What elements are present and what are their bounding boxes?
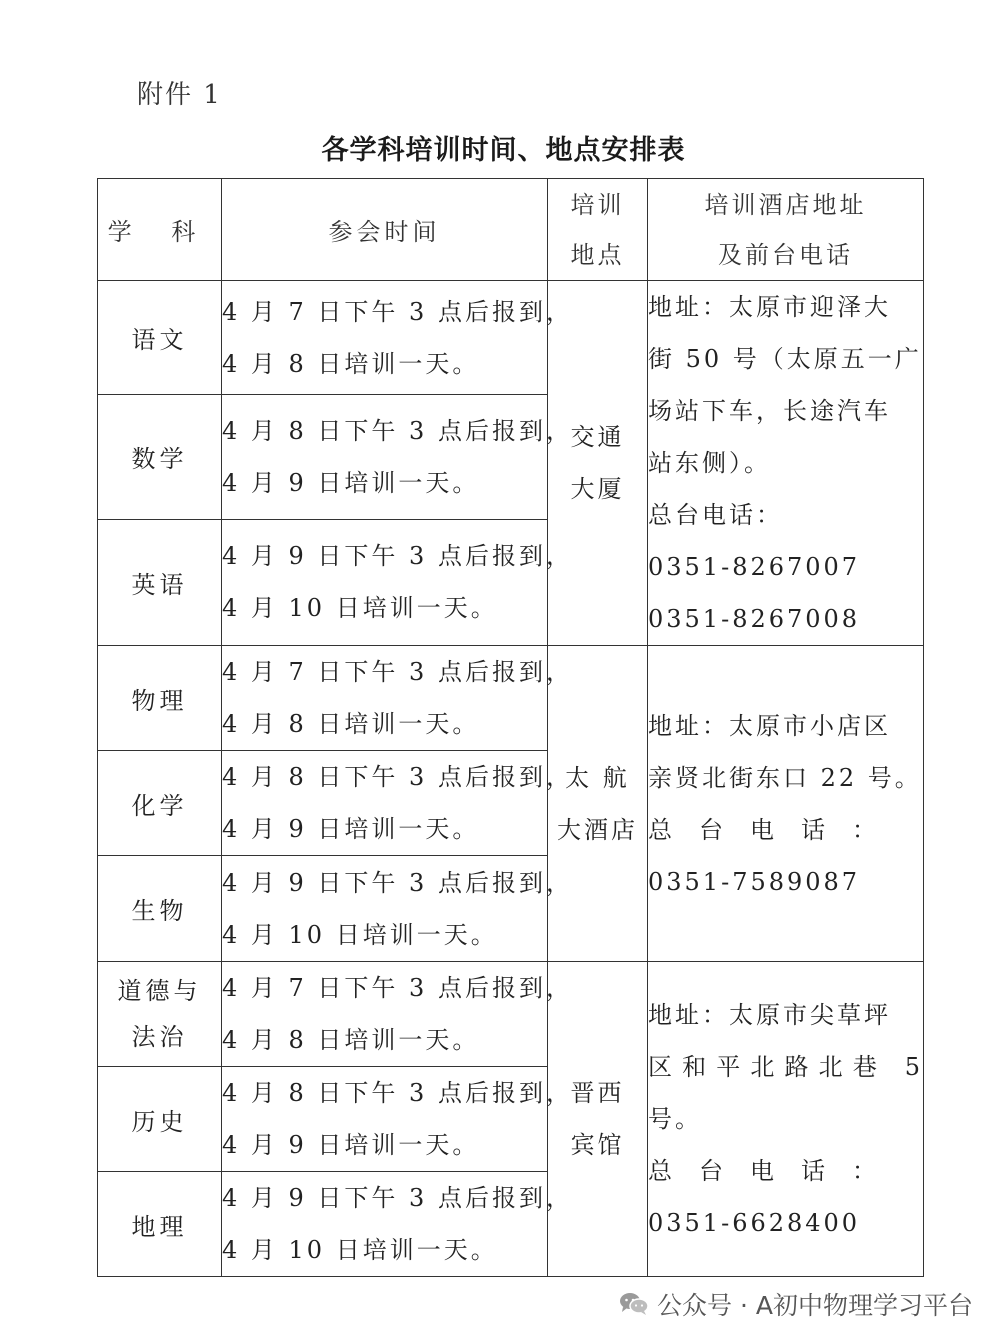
time-line: 4 月 8 日培训一天。	[222, 349, 480, 378]
time-cell	[222, 281, 573, 395]
time-line: 4 月 8 日下午 3 点后报到，	[222, 763, 573, 791]
time-cell	[222, 395, 573, 519]
phone-number: 0351-8267007	[648, 553, 861, 581]
time-line: 4 月 9 日培训一天。	[222, 1131, 480, 1159]
subject-cell: 英语	[98, 519, 222, 645]
subject-cell: 地理	[98, 1172, 222, 1277]
header-address	[648, 179, 924, 281]
header-venue	[548, 179, 648, 281]
address-line: 地址：太原市迎泽大	[648, 293, 891, 321]
header-venue-line1: 培训	[570, 190, 625, 219]
wechat-watermark	[619, 1286, 973, 1322]
address-cell	[648, 646, 924, 962]
time-cell	[222, 1172, 573, 1277]
time-line: 4 月 7 日下午 3 点后报到，	[222, 297, 573, 326]
header-address-line1: 培训酒店地址	[704, 190, 867, 219]
time-cell	[222, 1067, 573, 1172]
table-row	[98, 962, 924, 1067]
table-header-row	[98, 179, 924, 281]
venue-cell	[548, 646, 648, 962]
address-line: 站东侧）。	[648, 449, 771, 477]
table-row	[98, 646, 924, 751]
subject-cell: 语文	[98, 281, 222, 395]
venue-name-line: 太 航	[565, 763, 630, 792]
phone-number: 0351-6628400	[648, 1209, 861, 1237]
time-line: 4 月 7 日下午 3 点后报到，	[222, 658, 573, 686]
address-line: 场站下车，长途汽车	[648, 397, 891, 425]
subject-line: 道德与	[117, 977, 202, 1005]
time-cell	[222, 519, 573, 645]
address-line: 地址：太原市小店区	[648, 711, 891, 740]
venue-name-line: 交通	[570, 423, 625, 451]
watermark-text: 公众号 · A初中物理学习平台	[657, 1291, 973, 1320]
subject-line: 法治	[131, 1023, 188, 1051]
time-line: 4 月 8 日下午 3 点后报到，	[222, 1079, 573, 1107]
time-line: 4 月 10 日培训一天。	[222, 594, 498, 623]
venue-name-line: 大酒店	[557, 815, 638, 844]
phone-label: 总台电话：	[648, 815, 903, 844]
address-line: 亲贤北街东口 22 号。	[648, 763, 922, 792]
time-line: 4 月 9 日下午 3 点后报到，	[222, 868, 573, 897]
schedule-table	[97, 178, 924, 1277]
venue-cell	[548, 281, 648, 646]
venue-name-line: 宾馆	[570, 1131, 625, 1159]
time-line: 4 月 7 日下午 3 点后报到，	[222, 974, 573, 1002]
time-cell	[222, 751, 573, 856]
address-cell	[648, 962, 924, 1277]
address-line: 街 50 号（太原五一广	[648, 345, 922, 373]
time-cell	[222, 856, 573, 962]
time-cell	[222, 962, 573, 1067]
venue-name-line: 大厦	[570, 475, 625, 503]
venue-cell	[548, 962, 648, 1277]
subject-cell: 化学	[98, 751, 222, 856]
venue-name-line: 晋西	[570, 1079, 625, 1107]
time-line: 4 月 9 日下午 3 点后报到，	[222, 542, 573, 571]
time-line: 4 月 9 日培训一天。	[222, 815, 480, 843]
subject-cell: 生物	[98, 856, 222, 962]
address-cell	[648, 281, 924, 646]
subject-cell	[98, 962, 222, 1067]
phone-label: 总台电话：	[648, 1157, 903, 1185]
subject-cell: 物理	[98, 646, 222, 751]
address-line: 区和平北路北巷 5 号。	[648, 1053, 923, 1133]
time-line: 4 月 8 日培训一天。	[222, 710, 480, 738]
subject-cell: 数学	[98, 395, 222, 519]
header-venue-line2: 地点	[570, 240, 625, 269]
wechat-icon	[619, 1291, 649, 1317]
address-line: 地址：太原市尖草坪	[648, 1001, 891, 1029]
header-time: 参会时间	[222, 179, 548, 281]
table-row	[98, 281, 924, 395]
attachment-label: 附件 1	[137, 80, 222, 110]
document-title: 各学科培训时间、地点安排表	[321, 135, 686, 166]
time-cell	[222, 646, 573, 751]
time-line: 4 月 10 日培训一天。	[222, 920, 498, 949]
subject-cell: 历史	[98, 1067, 222, 1172]
time-line: 4 月 8 日下午 3 点后报到，	[222, 416, 573, 445]
phone-label: 总台电话：	[648, 501, 783, 529]
header-address-line2: 及前台电话	[718, 240, 853, 269]
phone-number: 0351-8267008	[648, 605, 861, 633]
phone-number: 0351-7589087	[648, 867, 861, 896]
time-line: 4 月 10 日培训一天。	[222, 1236, 498, 1264]
time-line: 4 月 8 日培训一天。	[222, 1026, 480, 1054]
header-subject: 学 科	[98, 179, 222, 281]
time-line: 4 月 9 日培训一天。	[222, 468, 480, 497]
time-line: 4 月 9 日下午 3 点后报到，	[222, 1184, 573, 1212]
